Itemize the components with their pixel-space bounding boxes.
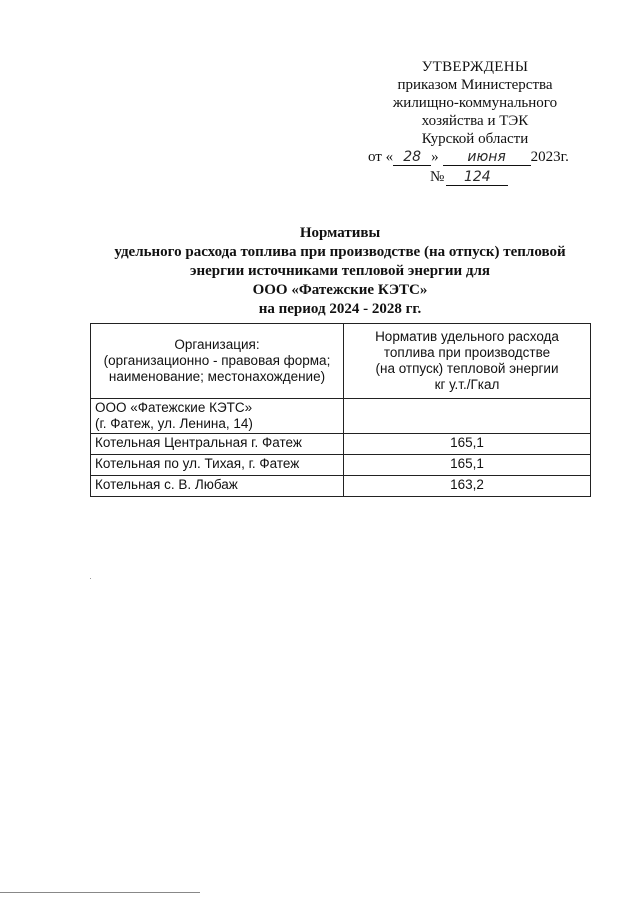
table-row	[91, 476, 591, 497]
approval-line-3: хозяйства и ТЭК	[421, 113, 529, 129]
date-day: 28	[393, 149, 431, 166]
org-address: (г. Фатеж, ул. Ленина, 14)	[95, 416, 253, 431]
number-prefix: №	[430, 169, 445, 185]
approval-block	[360, 58, 590, 148]
table-row	[91, 434, 591, 455]
approval-line-1: приказом Министерства	[397, 77, 553, 93]
header-norm: Норматив удельного расхода топлива при производстве (на отпуск) тепловой энергии кг у.т./Гкал	[344, 324, 591, 399]
date-mid: »	[431, 149, 439, 165]
table-row	[91, 455, 591, 476]
approval-title: УТВЕРЖДЕНЫ	[421, 59, 529, 75]
date-month: июня	[443, 149, 531, 166]
org-cell	[91, 399, 344, 434]
table-row-organization	[91, 399, 591, 434]
heading-line-4: ООО «Фатежские КЭТС»	[252, 282, 428, 298]
footnote-rule	[0, 892, 200, 893]
row-name: Котельная по ул. Тихая, г. Фатеж	[91, 455, 344, 476]
date-prefix: от «	[368, 149, 394, 165]
row-value: 165,1	[344, 434, 591, 455]
norms-table	[90, 323, 591, 497]
heading-line-3: энергии источниками тепловой энергии для	[189, 263, 490, 279]
number-value: 124	[446, 169, 508, 186]
row-name: Котельная с. В. Любаж	[91, 476, 344, 497]
scan-speck	[90, 578, 91, 579]
row-value: 165,1	[344, 455, 591, 476]
heading-line-5: на период 2024 - 2028 гг.	[258, 301, 422, 317]
table-header-row	[91, 324, 591, 399]
row-value: 163,2	[344, 476, 591, 497]
document-heading	[90, 224, 590, 319]
approval-number	[430, 168, 508, 186]
row-name: Котельная Центральная г. Фатеж	[91, 434, 344, 455]
org-name: ООО «Фатежские КЭТС»	[95, 400, 253, 415]
heading-line-2: удельного расхода топлива при производстве (на отпуск) тепловой	[114, 244, 566, 260]
heading-line-1: Нормативы	[299, 225, 381, 241]
header-organization: Организация: (организационно - правовая форма; наименование; местонахождение)	[91, 324, 344, 399]
approval-line-2: жилищно-коммунального	[392, 95, 558, 111]
org-value-cell	[344, 399, 591, 434]
approval-date	[368, 148, 598, 166]
approval-line-4: Курской области	[421, 131, 529, 147]
date-year: 2023г.	[530, 149, 569, 165]
